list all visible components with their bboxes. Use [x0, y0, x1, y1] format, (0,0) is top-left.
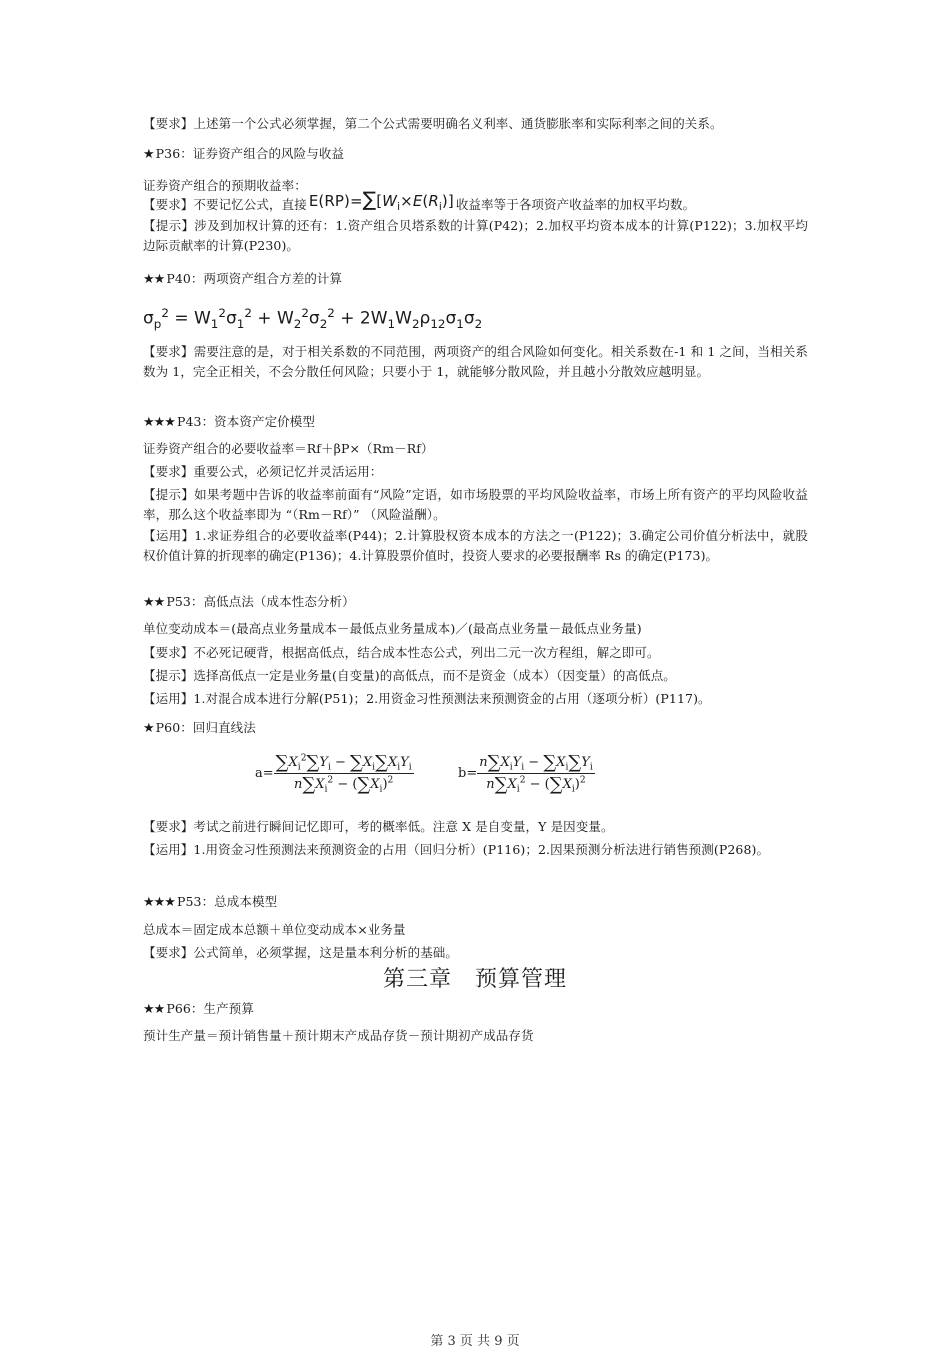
regression-formula-a: a= $\frac{\sum X_i^2\sum Y_i - \sum X_i\sum X_iY_i}{n\sum X_i^2 - (\sum X_i)^2}$ — [255, 752, 412, 795]
section-title: P36：证券资产组合的风险与收益 — [155, 146, 345, 161]
section-heading-p66 — [143, 1000, 808, 1018]
requirement-correlation: 【要求】需要注意的是，对于相关系数的不同范围，两项资产的组合风险如何变化。相关系数在-1 和 1 之间，当相关系数为 1，完全正相关，不会分散任何风险；只要小于 1，就能够分散风险，并且越小分散效应越明显。 — [143, 344, 808, 379]
importance-stars: ★★★ — [143, 895, 175, 910]
application-capm: 【运用】1.求证券组合的必要收益率(P44)；2.计算股权资本成本的方法之一(P122)；3.确定公司价值分析法中，就股权价值计算的折现率的确定(P136)；4.计算股票价值时，投资人要求的必要报酬率 Rs 的确定(P173)。 — [143, 528, 808, 563]
application-high-low: 【运用】1.对混合成本进行分解(P51)；2.用资金习性预测法来预测资金的占用（逐项分析）(P117)。 — [143, 691, 711, 706]
importance-stars: ★★ — [143, 272, 165, 287]
section-heading-p43 — [143, 413, 808, 431]
expected-return-formula: $E(RP)=\sum[W_i\times E(R_i)]$ — [308, 187, 454, 213]
hint-weighted-calculation: 【提示】涉及到加权计算的还有：1.资产组合贝塔系数的计算(P42)；2.加权平均资本成本的计算(P122)；3.加权平均边际贡献率的计算(P230)。 — [143, 218, 808, 253]
section-title: P53：高低点法（成本性态分析） — [166, 594, 355, 609]
importance-stars: ★★★ — [143, 415, 175, 430]
requirement-text-b: 收益率等于各项资产收益率的加权平均数。 — [455, 197, 696, 212]
importance-stars: ★ — [143, 721, 154, 736]
section-title: P60：回归直线法 — [155, 720, 256, 735]
requirement-formula-note: 【要求】上述第一个公式必须掌握，第二个公式需要明确名义利率、通货膨胀率和实际利率之间的关系。 — [143, 116, 723, 131]
requirement-text-a: 【要求】不要记忆公式，直接 — [143, 197, 307, 212]
requirement-regression: 【要求】考试之前进行瞬间记忆即可，考的概率低。注意 X 是自变量，Y 是因变量。 — [143, 819, 614, 834]
section-title: P43：资本资产定价模型 — [176, 414, 315, 429]
page-footer: 第 3 页 共 9 页 — [430, 1334, 520, 1349]
section-heading-p53-total-cost — [143, 893, 808, 911]
section-heading-p40 — [143, 270, 808, 288]
production-budget-formula: 预计生产量＝预计销售量＋预计期末产成品存货－预计期初产成品存货 — [143, 1028, 534, 1043]
hint-high-low: 【提示】选择高低点一定是业务量(自变量)的高低点，而不是资金（成本）（因变量）的高低点。 — [143, 668, 676, 683]
total-cost-formula: 总成本＝固定成本总额＋单位变动成本×业务量 — [143, 922, 406, 937]
section-title: P53：总成本模型 — [176, 894, 278, 909]
requirement-total-cost: 【要求】公式简单，必须掌握，这是量本利分析的基础。 — [143, 945, 459, 960]
section-title: P66：生产预算 — [166, 1001, 254, 1016]
capm-formula: 证券资产组合的必要收益率＝Rf＋βP×（Rm－Rf） — [143, 441, 434, 456]
section-heading-p36 — [143, 145, 808, 163]
importance-stars: ★★ — [143, 595, 165, 610]
importance-stars: ★★ — [143, 1002, 165, 1017]
application-regression: 【运用】1.用资金习性预测法来预测资金的占用（回归分析）(P116)；2.因果预测分析法进行销售预测(P268)。 — [143, 842, 770, 857]
importance-stars: ★ — [143, 147, 154, 162]
section-heading-p60 — [143, 719, 808, 737]
portfolio-expected-return-label: 证券资产组合的预期收益率： — [143, 178, 307, 193]
regression-formula-b: b= $\frac{n\sum X_iY_i - \sum X_i\sum Y_i}{n\sum X_i^2 - (\sum X_i)^2}$ — [458, 752, 593, 795]
section-title: P40：两项资产组合方差的计算 — [166, 271, 343, 286]
section-heading-p53-high-low — [143, 593, 808, 611]
two-asset-variance-formula: $\sigma_p^2 = W_1^2\sigma_1^2 + W_2^2\sigma_2^2 + 2W_1W_2\rho_{12}\sigma_1\sigma_2$ — [143, 306, 483, 332]
unit-variable-cost-formula: 单位变动成本＝(最高点业务量成本－最低点业务量成本)／(最高点业务量－最低点业务量) — [143, 621, 642, 636]
requirement-capm: 【要求】重要公式，必须记忆并灵活运用： — [143, 464, 383, 479]
requirement-high-low: 【要求】不必死记硬背，根据高低点，结合成本性态公式，列出二元一次方程组，解之即可。 — [143, 645, 660, 660]
chapter-title: 第三章 预算管理 — [382, 967, 567, 992]
hint-risk-premium: 【提示】如果考题中告诉的收益率前面有“风险”定语，如市场股票的平均风险收益率，市场上所有资产的平均风险收益率，那么这个收益率即为 “（Rm－Rf）” （风险溢酬）。 — [143, 487, 808, 522]
